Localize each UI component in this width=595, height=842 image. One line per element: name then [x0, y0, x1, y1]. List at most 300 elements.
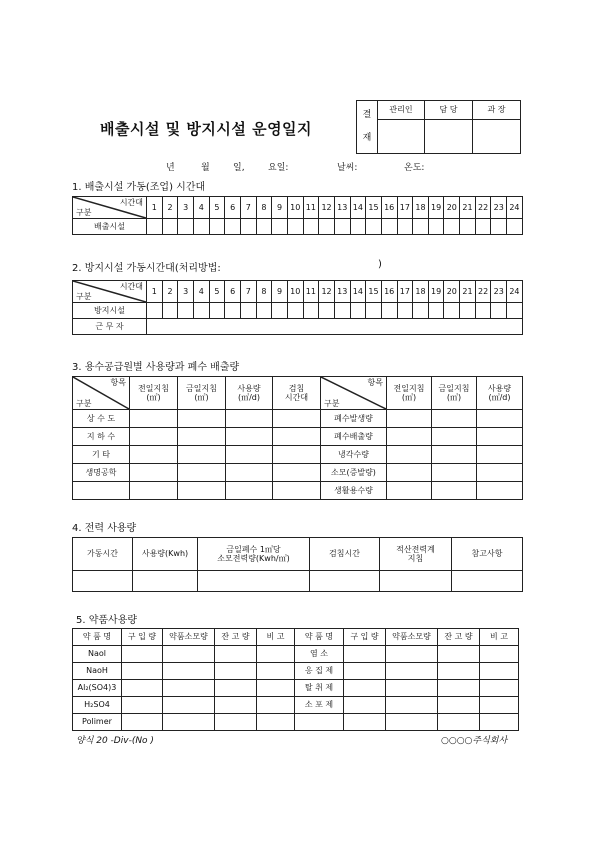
- section5-right-value-cell[interactable]: [344, 663, 386, 680]
- approval-role-manager: 관리인: [378, 101, 425, 120]
- section3-left-value-cell[interactable]: [130, 482, 178, 500]
- header-line1: 금일폐수 1㎥당: [226, 544, 281, 554]
- section5-left-value-cell[interactable]: [163, 680, 215, 697]
- section3-col-prev-reading-right: [387, 377, 432, 410]
- section5-left-value-cell[interactable]: [257, 697, 295, 714]
- section5-right-value-cell[interactable]: [344, 697, 386, 714]
- section2-hour-header: 17: [397, 281, 413, 303]
- approval-sign-manager[interactable]: [378, 120, 425, 154]
- section2-hour-header: 16: [381, 281, 397, 303]
- approval-role-staff: 담 당: [425, 101, 473, 120]
- section2-hour-cell[interactable]: [397, 303, 413, 319]
- header-line2: (㎥): [146, 393, 161, 402]
- section3-left-value-cell[interactable]: [178, 428, 226, 446]
- section2-worker-entry[interactable]: [147, 319, 523, 335]
- section3-right-value-cell[interactable]: [387, 446, 432, 464]
- section5-right-chemical-name: 응 집 제: [295, 663, 344, 680]
- section2-hour-header: 21: [460, 281, 476, 303]
- section2-hour-cell[interactable]: [319, 303, 335, 319]
- section2-hour-header: 6: [225, 281, 241, 303]
- section5-left-value-cell[interactable]: [163, 697, 215, 714]
- section3-right-row-label: 소모(증발량): [321, 464, 387, 482]
- section1-hour-header: 1: [147, 197, 163, 219]
- header-line1: 검침시간: [329, 549, 360, 559]
- section2-hour-cell[interactable]: [428, 303, 444, 319]
- section5-right-value-cell[interactable]: [438, 680, 480, 697]
- section2-hour-header: 10: [287, 281, 303, 303]
- section5-right-value-cell[interactable]: [344, 714, 386, 731]
- section5-col-header: 잔 고 량: [438, 629, 480, 646]
- section1-hour-header: 11: [303, 197, 319, 219]
- section3-left-value-cell[interactable]: [178, 482, 226, 500]
- section1-hour-cell[interactable]: [413, 219, 429, 235]
- section5-right-value-cell[interactable]: [386, 646, 438, 663]
- section5-right-value-cell[interactable]: [386, 663, 438, 680]
- section2-hour-header: 19: [428, 281, 444, 303]
- approval-side-label: [357, 101, 378, 154]
- section3-left-value-cell[interactable]: [273, 464, 321, 482]
- section5-left-chemical-name: NaoH: [73, 663, 122, 680]
- section2-hour-cell[interactable]: [240, 303, 256, 319]
- section3-left-row-label: 상 수 도: [73, 410, 130, 428]
- section5-left-value-cell[interactable]: [215, 714, 257, 731]
- section1-hour-header: 21: [460, 197, 476, 219]
- section3-left-value-cell[interactable]: [130, 428, 178, 446]
- header-line1: 전일지침: [393, 383, 425, 393]
- header-line1: 적산전력계: [396, 544, 435, 554]
- table-row: [73, 680, 519, 697]
- table-row: [73, 646, 519, 663]
- section5-right-value-cell[interactable]: [386, 697, 438, 714]
- approval-sign-chief[interactable]: [473, 120, 521, 154]
- approval-side-bottom: 재: [362, 133, 372, 143]
- section2-hour-header: 4: [193, 281, 209, 303]
- section3-left-value-cell[interactable]: [273, 428, 321, 446]
- section2-hour-header: 24: [507, 281, 523, 303]
- header-line2: 시간대: [284, 393, 309, 402]
- section3-right-value-cell[interactable]: [387, 410, 432, 428]
- section4-heading: 4. 전력 사용량: [72, 523, 137, 534]
- footer-company: ○○○○주식회사: [441, 736, 508, 746]
- date-weekday-label: 요일:: [268, 163, 289, 173]
- section5-col-header: 구 입 량: [122, 629, 163, 646]
- section2-hour-header: 13: [334, 281, 350, 303]
- section3-left-value-cell[interactable]: [130, 464, 178, 482]
- section3-left-value-cell[interactable]: [226, 464, 273, 482]
- date-day-label: 일,: [233, 163, 245, 173]
- section1-hour-header: 19: [428, 197, 444, 219]
- section5-right-chemical-name: 소 포 제: [295, 697, 344, 714]
- section3-col-usage: [226, 377, 273, 410]
- section1-hour-cell[interactable]: [397, 219, 413, 235]
- section2-corner-bottom: 구분: [76, 291, 92, 301]
- section1-hour-header: 18: [413, 197, 429, 219]
- section1-hour-header: 23: [491, 197, 507, 219]
- section5-right-value-cell[interactable]: [438, 697, 480, 714]
- section5-table: [72, 628, 519, 731]
- approval-box: [356, 100, 521, 154]
- section1-hour-cell[interactable]: [366, 219, 382, 235]
- date-temp-label: 온도:: [404, 163, 425, 173]
- section3-left-value-cell[interactable]: [226, 428, 273, 446]
- section2-hour-header: 23: [491, 281, 507, 303]
- section4-col-header: [310, 538, 380, 571]
- section3-left-value-cell[interactable]: [273, 482, 321, 500]
- section3-left-value-cell[interactable]: [178, 464, 226, 482]
- section2-hour-cell[interactable]: [303, 303, 319, 319]
- section3-left-value-cell[interactable]: [273, 410, 321, 428]
- section1-hour-header: 4: [193, 197, 209, 219]
- section5-right-value-cell[interactable]: [480, 680, 519, 697]
- section3-corner-right-bottom: 구분: [324, 398, 340, 408]
- section4-value-cell[interactable]: [310, 571, 380, 592]
- section5-left-value-cell[interactable]: [257, 646, 295, 663]
- section2-row-label-worker: 근 무 자: [73, 319, 147, 335]
- section5-left-value-cell[interactable]: [215, 697, 257, 714]
- section5-col-header: 비 고: [480, 629, 519, 646]
- section4-col-header: [380, 538, 452, 571]
- date-year-label: 년: [166, 163, 175, 173]
- section5-right-value-cell[interactable]: [386, 714, 438, 731]
- section4-col-header: [73, 538, 133, 571]
- section5-left-value-cell[interactable]: [257, 680, 295, 697]
- section5-left-value-cell[interactable]: [163, 714, 215, 731]
- section1-hour-header: 12: [319, 197, 335, 219]
- section3-left-value-cell[interactable]: [226, 446, 273, 464]
- section3-left-row-label: [73, 482, 130, 500]
- section5-right-value-cell[interactable]: [480, 646, 519, 663]
- section2-hour-cell[interactable]: [225, 303, 241, 319]
- section5-left-value-cell[interactable]: [122, 663, 163, 680]
- table-row: [73, 446, 523, 464]
- section3-col-curr-reading: [178, 377, 226, 410]
- section4-col-header: [133, 538, 198, 571]
- section3-corner-left: [73, 377, 130, 410]
- section2-corner-cell: [73, 281, 147, 303]
- section3-right-value-cell[interactable]: [387, 482, 432, 500]
- section1-hour-cell[interactable]: [225, 219, 241, 235]
- section1-hour-header: 14: [350, 197, 366, 219]
- section2-hour-cell[interactable]: [256, 303, 272, 319]
- section1-hour-cell[interactable]: [319, 219, 335, 235]
- header-line2: (㎥): [401, 393, 417, 402]
- section3-left-value-cell[interactable]: [226, 410, 273, 428]
- section3-right-row-label: 폐수배출량: [321, 428, 387, 446]
- approval-role-chief: 과 장: [473, 101, 521, 120]
- section3-right-value-cell[interactable]: [477, 428, 523, 446]
- section1-heading: 1. 배출시설 가동(조업) 시간대: [72, 182, 206, 193]
- section1-hour-cell[interactable]: [162, 219, 178, 235]
- header-line1: 검침: [288, 383, 305, 393]
- section3-right-value-cell[interactable]: [432, 410, 477, 428]
- section1-hour-header: 17: [397, 197, 413, 219]
- section5-right-value-cell[interactable]: [438, 714, 480, 731]
- section1-hour-header: 3: [178, 197, 194, 219]
- section1-hour-header: 16: [381, 197, 397, 219]
- section5-right-value-cell[interactable]: [480, 697, 519, 714]
- section5-col-header: 약품소모량: [386, 629, 438, 646]
- section5-right-chemical-name: 염 소: [295, 646, 344, 663]
- header-line2: (㎥): [446, 393, 462, 402]
- section3-corner-right: [321, 377, 387, 410]
- section2-hour-cell[interactable]: [162, 303, 178, 319]
- section1-hour-cell[interactable]: [272, 219, 288, 235]
- section3-left-value-cell[interactable]: [178, 446, 226, 464]
- section5-left-value-cell[interactable]: [257, 663, 295, 680]
- section1-hour-header: 8: [256, 197, 272, 219]
- section2-hour-header: 22: [475, 281, 491, 303]
- approval-side-top: 결: [362, 109, 372, 120]
- section2-heading-line: [72, 259, 522, 274]
- section5-heading: 5. 약품사용량: [76, 615, 138, 626]
- header-line1: 사용량: [237, 383, 261, 393]
- section3-left-value-cell[interactable]: [178, 410, 226, 428]
- section5-left-value-cell[interactable]: [163, 663, 215, 680]
- section2-heading: 2. 방지시설 가동시간대(처리방법:: [72, 263, 221, 274]
- header-line1: 금일지침: [186, 383, 217, 393]
- section3-right-value-cell[interactable]: [432, 482, 477, 500]
- section1-corner-cell: [73, 197, 147, 219]
- table-row: [73, 482, 523, 500]
- section2-corner-top: 시간대: [119, 282, 143, 291]
- section2-hour-cell[interactable]: [334, 303, 350, 319]
- section1-hour-cell[interactable]: [491, 219, 507, 235]
- section2-hour-header: 15: [366, 281, 382, 303]
- section4-table: [72, 537, 523, 592]
- section3-col-usage-right: [477, 377, 523, 410]
- section3-col-prev-reading: [130, 377, 178, 410]
- section5-left-value-cell[interactable]: [215, 680, 257, 697]
- section5-left-value-cell[interactable]: [163, 646, 215, 663]
- section3-right-value-cell[interactable]: [477, 446, 523, 464]
- section5-right-value-cell[interactable]: [386, 680, 438, 697]
- section3-right-value-cell[interactable]: [477, 482, 523, 500]
- footer-form-number: 양식 20 -Div-(No ): [76, 736, 154, 746]
- table-row: [73, 714, 519, 731]
- section3-corner-right-top: 항목: [367, 378, 383, 387]
- section1-corner-bottom: 구분: [76, 207, 92, 217]
- section5-left-value-cell[interactable]: [122, 646, 163, 663]
- section5-left-chemical-name: H₂SO4: [73, 697, 122, 714]
- section3-right-value-cell[interactable]: [387, 464, 432, 482]
- section5-left-value-cell[interactable]: [122, 680, 163, 697]
- section2-hour-header: 8: [256, 281, 272, 303]
- header-line1: 사용량(Kwh): [141, 549, 189, 559]
- section5-left-value-cell[interactable]: [215, 646, 257, 663]
- header-line2: (㎥/d): [237, 393, 260, 402]
- section3-left-row-label: 지 하 수: [73, 428, 130, 446]
- section2-hour-header: 11: [303, 281, 319, 303]
- section5-left-value-cell[interactable]: [215, 663, 257, 680]
- section3-left-value-cell[interactable]: [273, 446, 321, 464]
- section5-right-value-cell[interactable]: [344, 646, 386, 663]
- section1-hour-cell[interactable]: [507, 219, 523, 235]
- section5-right-value-cell[interactable]: [438, 663, 480, 680]
- section4-value-cell[interactable]: [452, 571, 523, 592]
- section1-table: [72, 196, 523, 235]
- section2-hour-cell[interactable]: [460, 303, 476, 319]
- section2-hour-header: 2: [162, 281, 178, 303]
- page-title: 배출시설 및 방지시설 운영일지: [100, 120, 313, 138]
- section3-col-curr-reading-right: [432, 377, 477, 410]
- section5-left-chemical-name: Al₂(SO4)3: [73, 680, 122, 697]
- section2-hour-header: 18: [413, 281, 429, 303]
- section3-left-value-cell[interactable]: [130, 446, 178, 464]
- header-line1: 참고사항: [471, 549, 503, 559]
- section5-right-value-cell[interactable]: [438, 646, 480, 663]
- section5-right-chemical-name: [295, 714, 344, 731]
- section5-right-value-cell[interactable]: [480, 663, 519, 680]
- section1-hour-cell[interactable]: [240, 219, 256, 235]
- section5-col-header: 구 입 량: [344, 629, 386, 646]
- section2-hour-cell[interactable]: [287, 303, 303, 319]
- section2-hour-cell[interactable]: [507, 303, 523, 319]
- section5-left-value-cell[interactable]: [122, 697, 163, 714]
- section2-hour-cell[interactable]: [350, 303, 366, 319]
- section5-col-header: 약 품 명: [295, 629, 344, 646]
- section1-hour-header: 6: [225, 197, 241, 219]
- section5-col-header: 약 품 명: [73, 629, 122, 646]
- header-line1: 전일지침: [138, 383, 169, 393]
- section1-hour-cell[interactable]: [381, 219, 397, 235]
- section5-col-header: 비 고: [257, 629, 295, 646]
- section2-hour-header: 9: [272, 281, 288, 303]
- table-row: [73, 428, 523, 446]
- header-line2: 지침: [407, 554, 424, 563]
- section1-hour-header: 22: [475, 197, 491, 219]
- section3-left-value-cell[interactable]: [226, 482, 273, 500]
- section2-hour-header: 7: [240, 281, 256, 303]
- section3-right-value-cell[interactable]: [432, 428, 477, 446]
- section2-hour-cell[interactable]: [272, 303, 288, 319]
- section3-right-value-cell[interactable]: [432, 464, 477, 482]
- section5-right-value-cell[interactable]: [344, 680, 386, 697]
- section3-right-row-label: 생활용수량: [321, 482, 387, 500]
- section2-row-label-facility: 방지시설: [73, 303, 147, 319]
- section2-hour-cell[interactable]: [209, 303, 225, 319]
- section1-hour-header: 10: [287, 197, 303, 219]
- section1-hour-header: 24: [507, 197, 523, 219]
- section3-right-row-label: 냉각수량: [321, 446, 387, 464]
- section1-hour-cell[interactable]: [334, 219, 350, 235]
- section2-hour-cell[interactable]: [444, 303, 460, 319]
- section3-right-row-label: 폐수발생량: [321, 410, 387, 428]
- section2-hour-header: 12: [319, 281, 335, 303]
- section1-hour-header: 5: [209, 197, 225, 219]
- section1-hour-header: 7: [240, 197, 256, 219]
- section1-hour-cell[interactable]: [303, 219, 319, 235]
- section1-hour-cell[interactable]: [147, 219, 163, 235]
- section1-corner-top: 시간대: [119, 198, 143, 207]
- section1-hour-cell[interactable]: [178, 219, 194, 235]
- date-line: [0, 160, 595, 174]
- section2-hour-header: 5: [209, 281, 225, 303]
- section2-hour-cell[interactable]: [193, 303, 209, 319]
- section4-col-header: [452, 538, 523, 571]
- section1-hour-cell[interactable]: [256, 219, 272, 235]
- section2-heading-close: ): [378, 259, 382, 270]
- section3-right-value-cell[interactable]: [477, 464, 523, 482]
- section5-left-value-cell[interactable]: [257, 714, 295, 731]
- section5-right-chemical-name: 탈 취 제: [295, 680, 344, 697]
- section1-hour-header: 13: [334, 197, 350, 219]
- section2-hour-cell[interactable]: [475, 303, 491, 319]
- section2-table: [72, 280, 523, 335]
- section3-right-value-cell[interactable]: [387, 428, 432, 446]
- section3-right-value-cell[interactable]: [432, 446, 477, 464]
- header-line2: 소모전력량(Kwh/㎥): [217, 554, 290, 563]
- section5-right-value-cell[interactable]: [480, 714, 519, 731]
- section3-left-row-label: 생명공학: [73, 464, 130, 482]
- table-row: [73, 464, 523, 482]
- section1-hour-cell[interactable]: [444, 219, 460, 235]
- section1-hour-cell[interactable]: [428, 219, 444, 235]
- approval-sign-staff[interactable]: [425, 120, 473, 154]
- section4-value-cell[interactable]: [380, 571, 452, 592]
- section4-value-cell[interactable]: [198, 571, 310, 592]
- section3-col-read-time: [273, 377, 321, 410]
- section5-left-value-cell[interactable]: [122, 714, 163, 731]
- section1-hour-header: 15: [366, 197, 382, 219]
- section5-left-chemical-name: Naol: [73, 646, 122, 663]
- section3-left-row-label: 기 타: [73, 446, 130, 464]
- section1-hour-cell[interactable]: [209, 219, 225, 235]
- header-line1: 가동시간: [87, 549, 118, 559]
- section2-hour-cell[interactable]: [178, 303, 194, 319]
- header-line2: (㎥/d): [488, 393, 511, 402]
- section1-row-label: 배출시설: [73, 219, 147, 235]
- section2-hour-cell[interactable]: [366, 303, 382, 319]
- section4-value-cell[interactable]: [133, 571, 198, 592]
- section1-hour-header: 2: [162, 197, 178, 219]
- section1-hour-cell[interactable]: [475, 219, 491, 235]
- header-line1: 사용량: [487, 383, 512, 393]
- section5-left-chemical-name: Polimer: [73, 714, 122, 731]
- section1-hour-cell[interactable]: [287, 219, 303, 235]
- section1-hour-cell[interactable]: [193, 219, 209, 235]
- section3-corner-left-bottom: 구분: [76, 398, 92, 408]
- header-line2: (㎥): [194, 393, 209, 402]
- section2-hour-header: 14: [350, 281, 366, 303]
- section3-heading: 3. 용수공급원별 사용량과 폐수 배출량: [72, 362, 240, 373]
- section3-right-value-cell[interactable]: [477, 410, 523, 428]
- section2-hour-cell[interactable]: [381, 303, 397, 319]
- section2-hour-header: 1: [147, 281, 163, 303]
- section3-corner-left-top: 항목: [110, 378, 126, 387]
- table-row: [73, 663, 519, 680]
- section5-col-header: 약품소모량: [163, 629, 215, 646]
- section2-hour-cell[interactable]: [491, 303, 507, 319]
- date-weather-label: 날씨:: [337, 163, 358, 173]
- section4-value-cell[interactable]: [73, 571, 133, 592]
- table-row: [73, 697, 519, 714]
- table-row: [73, 410, 523, 428]
- section2-hour-header: 20: [444, 281, 460, 303]
- section2-hour-cell[interactable]: [413, 303, 429, 319]
- section3-table: [72, 376, 523, 500]
- date-month-label: 월: [201, 163, 210, 173]
- section4-col-header: [198, 538, 310, 571]
- section3-left-value-cell[interactable]: [130, 410, 178, 428]
- section2-hour-header: 3: [178, 281, 194, 303]
- section1-hour-cell[interactable]: [350, 219, 366, 235]
- header-line1: 금일지침: [438, 383, 470, 393]
- section5-col-header: 잔 고 량: [215, 629, 257, 646]
- section1-hour-header: 9: [272, 197, 288, 219]
- section1-hour-cell[interactable]: [460, 219, 476, 235]
- section2-hour-cell[interactable]: [147, 303, 163, 319]
- section1-hour-header: 20: [444, 197, 460, 219]
